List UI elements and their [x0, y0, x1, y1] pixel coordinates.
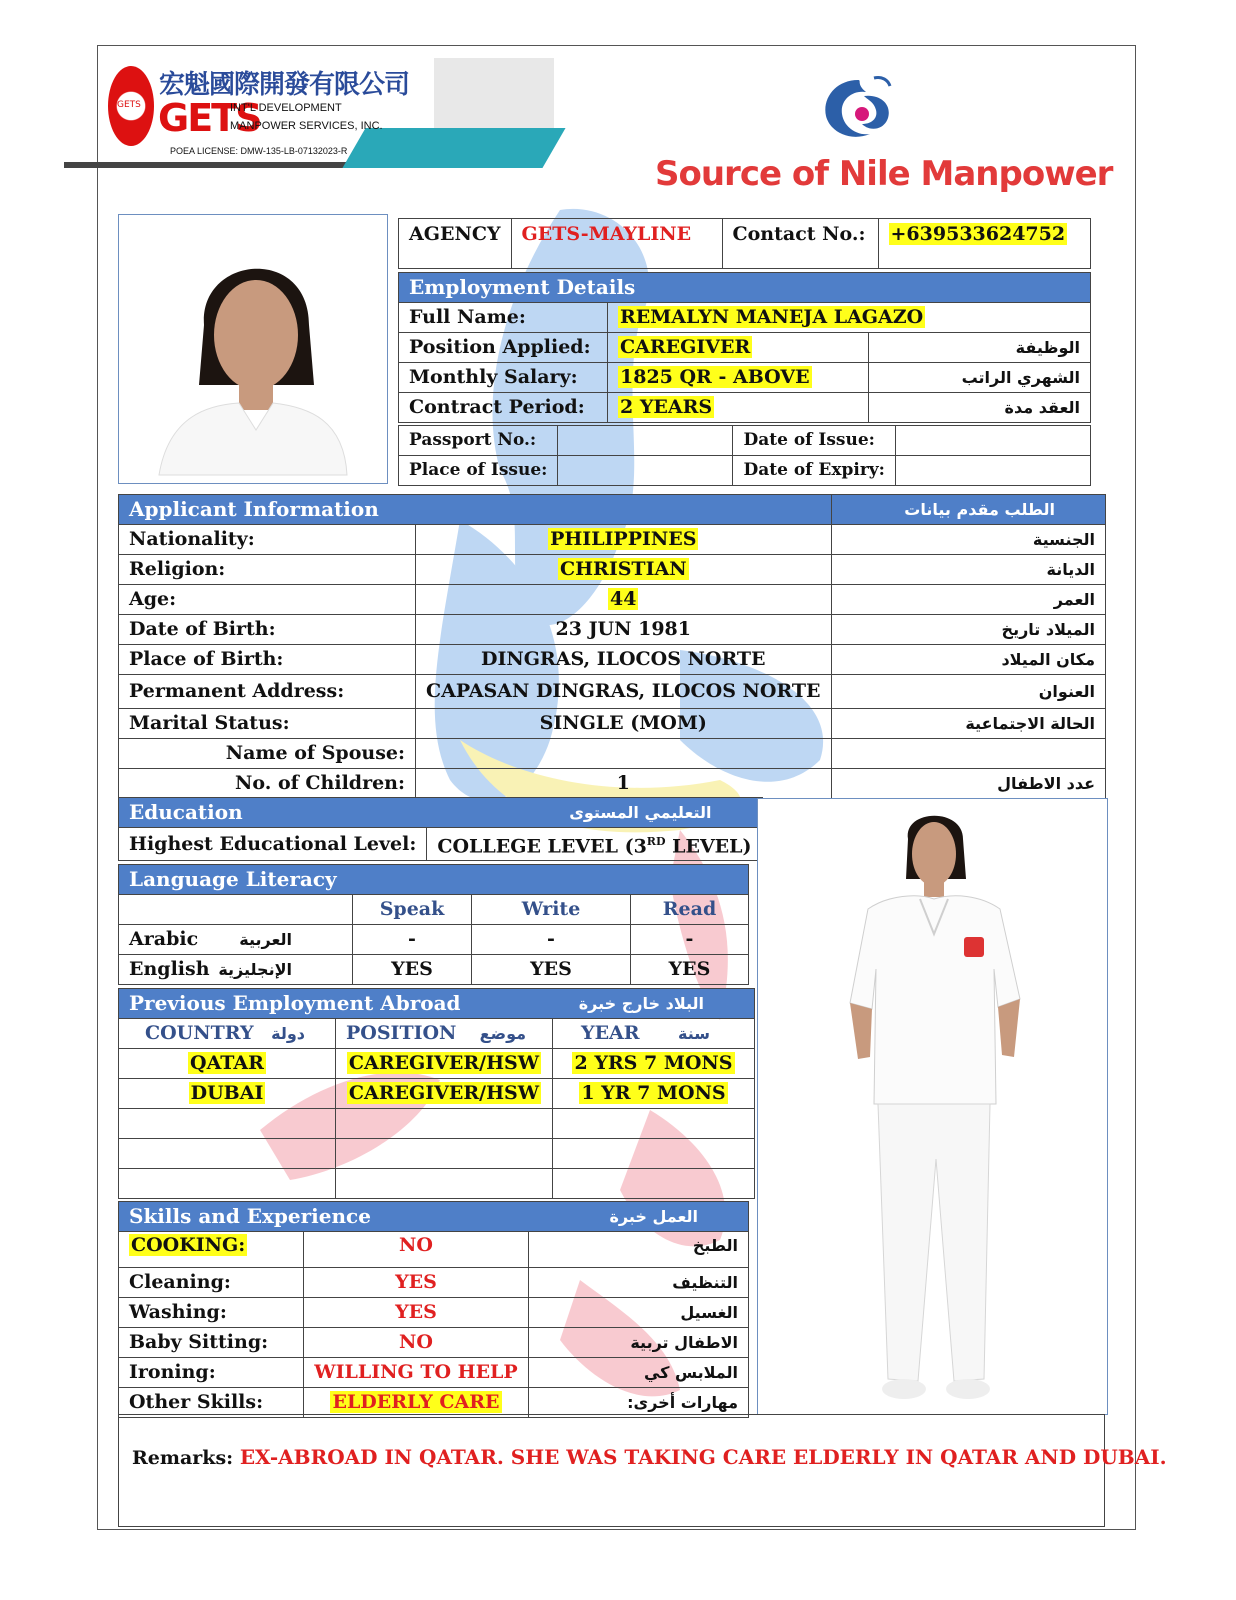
skill-label: Washing:	[119, 1298, 304, 1328]
remarks-box	[118, 1414, 1167, 1527]
gets-logo-inner-text: GETS	[117, 100, 141, 110]
skill-label-ar: الطبخ	[529, 1232, 749, 1268]
education-table	[118, 797, 763, 861]
issue-date-label: Date of Issue:	[733, 426, 895, 456]
skills-header-ar: العمل خبرة	[529, 1202, 749, 1232]
applicant-label: Name of Spouse:	[119, 739, 416, 769]
contract-value: 2 YEARS	[608, 393, 869, 423]
skill-row	[119, 1268, 749, 1298]
agency-value: GETS-MAYLINE	[511, 219, 722, 269]
previous-row	[119, 1079, 755, 1109]
applicant-value: DINGRAS, ILOCOS NORTE	[416, 645, 832, 675]
position-value: CAREGIVER	[608, 333, 869, 363]
previous-row-empty	[119, 1169, 755, 1199]
applicant-row	[119, 585, 1106, 615]
education-value: COLLEGE LEVEL (3RD LEVEL)	[427, 828, 762, 861]
employment-header: Employment Details	[399, 273, 1091, 303]
skill-label: Baby Sitting:	[119, 1328, 304, 1358]
applicant-label: Religion:	[119, 555, 416, 585]
expiry-value	[895, 456, 1090, 486]
language-empty-header	[119, 895, 353, 925]
skill-value: YES	[304, 1268, 529, 1298]
skill-row	[119, 1328, 749, 1358]
language-table	[118, 864, 749, 985]
applicant-header: Applicant Information	[119, 495, 832, 525]
contract-ar: العقد مدة	[869, 393, 1091, 423]
applicant-label-ar: الجنسية	[831, 525, 1105, 555]
applicant-label-ar	[831, 739, 1105, 769]
applicant-full-body-photo	[757, 798, 1108, 1415]
education-header-ar: التعليمي المستوى	[427, 798, 762, 828]
language-row	[119, 955, 749, 985]
contract-label: Contract Period:	[399, 393, 608, 423]
language-read: -	[631, 925, 749, 955]
applicant-label-ar: العنوان	[831, 675, 1105, 709]
language-write: YES	[472, 955, 631, 985]
applicant-label: Age:	[119, 585, 416, 615]
applicant-row	[119, 645, 1106, 675]
skill-row	[119, 1358, 749, 1388]
skill-row	[119, 1298, 749, 1328]
nile-logo-icon	[818, 74, 902, 148]
previous-year: 1 YR 7 MONS	[553, 1079, 755, 1109]
applicant-row	[119, 769, 1106, 799]
skill-label-ar: الملابس كي	[529, 1358, 749, 1388]
skill-value: YES	[304, 1298, 529, 1328]
education-label: Highest Educational Level:	[119, 828, 427, 861]
applicant-label-ar: العمر	[831, 585, 1105, 615]
language-write: -	[472, 925, 631, 955]
gets-subtitle-2: MANPOWER SERVICES, INC.	[230, 120, 383, 132]
applicant-label: Nationality:	[119, 525, 416, 555]
skill-value: ELDERLY CARE	[304, 1388, 529, 1418]
salary-value: 1825 QR - ABOVE	[608, 363, 869, 393]
language-read-header: Read	[631, 895, 749, 925]
previous-position: CAREGIVER/HSW	[336, 1079, 553, 1109]
gets-license: POEA LICENSE: DMW-135-LB-07132023-R	[170, 146, 348, 156]
skill-value: WILLING TO HELP	[304, 1358, 529, 1388]
agency-table	[398, 218, 1091, 269]
education-header: Education	[119, 798, 427, 828]
skills-table	[118, 1201, 749, 1418]
remarks-value: EX-ABROAD IN QATAR. SHE WAS TAKING CARE ELDERLY IN QATAR AND DUBAI.	[239, 1445, 1167, 1469]
skill-label: Other Skills:	[119, 1388, 304, 1418]
applicant-label: Date of Birth:	[119, 615, 416, 645]
applicant-label-ar: عدد الاطفال	[831, 769, 1105, 799]
skill-label-ar: الغسيل	[529, 1298, 749, 1328]
skill-row	[119, 1388, 749, 1418]
skill-label: COOKING:	[119, 1232, 304, 1268]
applicant-table	[118, 494, 1106, 799]
previous-country: DUBAI	[119, 1079, 336, 1109]
language-speak: YES	[353, 955, 472, 985]
applicant-label: Marital Status:	[119, 709, 416, 739]
applicant-label-ar: الديانة	[831, 555, 1105, 585]
full-name-label: Full Name:	[399, 303, 608, 333]
applicant-label: Permanent Address:	[119, 675, 416, 709]
previous-country: QATAR	[119, 1049, 336, 1079]
language-speak-header: Speak	[353, 895, 472, 925]
language-speak: -	[353, 925, 472, 955]
applicant-row	[119, 709, 1106, 739]
applicant-value: SINGLE (MOM)	[416, 709, 832, 739]
previous-row-empty	[119, 1139, 755, 1169]
previous-header: Previous Employment Abroad	[119, 989, 553, 1019]
previous-header-ar: البلاد خارج خبرة	[553, 989, 755, 1019]
applicant-label: No. of Children:	[119, 769, 416, 799]
position-label: Position Applied:	[399, 333, 608, 363]
contact-value: +639533624752	[878, 219, 1090, 269]
applicant-row	[119, 739, 1106, 769]
applicant-value: 23 JUN 1981	[416, 615, 832, 645]
previous-employment-table	[118, 988, 755, 1199]
applicant-label-ar: الميلاد تاريخ	[831, 615, 1105, 645]
applicant-row	[119, 615, 1106, 645]
language-write-header: Write	[472, 895, 631, 925]
employment-table	[398, 272, 1091, 423]
full-name-value: REMALYN MANEJA LAGAZO	[608, 303, 1091, 333]
applicant-row	[119, 555, 1106, 585]
salary-ar: الشهري الراتب	[869, 363, 1091, 393]
skill-value: NO	[304, 1232, 529, 1268]
language-name: Arabic العربية	[119, 925, 353, 955]
position-header: POSITION موضع	[336, 1019, 553, 1049]
skill-label-ar: الاطفال تربية	[529, 1328, 749, 1358]
contact-label: Contact No.:	[722, 219, 878, 269]
applicant-headshot	[118, 214, 388, 484]
applicant-value: PHILIPPINES	[416, 525, 832, 555]
previous-row	[119, 1049, 755, 1079]
skill-label: Ironing:	[119, 1358, 304, 1388]
applicant-value: 44	[416, 585, 832, 615]
applicant-label-ar: مكان الميلاد	[831, 645, 1105, 675]
applicant-value	[416, 739, 832, 769]
remarks-label: Remarks:	[132, 1447, 234, 1469]
agency-label: AGENCY	[399, 219, 512, 269]
skills-header: Skills and Experience	[119, 1202, 529, 1232]
gets-subtitle-1: INT'L DEVELOPMENT	[230, 102, 342, 114]
language-row	[119, 925, 749, 955]
passport-table	[398, 425, 1091, 486]
applicant-header-ar: الطلب مقدم بيانات	[831, 495, 1105, 525]
expiry-label: Date of Expiry:	[733, 456, 895, 486]
issue-date-value	[895, 426, 1090, 456]
passport-value	[558, 426, 733, 456]
skill-label: Cleaning:	[119, 1268, 304, 1298]
language-read: YES	[631, 955, 749, 985]
skill-row	[119, 1232, 749, 1268]
skill-label-ar: التنظيف	[529, 1268, 749, 1298]
applicant-value: 1	[416, 769, 832, 799]
year-header: YEAR سنة	[553, 1019, 755, 1049]
applicant-label-ar: الحالة الاجتماعية	[831, 709, 1105, 739]
salary-label: Monthly Salary:	[399, 363, 608, 393]
gets-logo-block	[64, 58, 554, 198]
gets-round-logo	[108, 66, 154, 146]
applicant-value: CHRISTIAN	[416, 555, 832, 585]
gets-name: GETS	[158, 96, 261, 140]
skill-label-ar: مهارات أخرى:	[529, 1388, 749, 1418]
skill-value: NO	[304, 1328, 529, 1358]
passport-label: Passport No.:	[399, 426, 558, 456]
applicant-value: CAPASAN DINGRAS, ILOCOS NORTE	[416, 675, 832, 709]
applicant-row	[119, 525, 1106, 555]
gets-chinese-name: 宏魁國際開發有限公司	[159, 70, 410, 100]
nile-company-name: Source of Nile Manpower	[655, 154, 1113, 194]
language-name: English الإنجليزية	[119, 955, 353, 985]
applicant-label: Place of Birth:	[119, 645, 416, 675]
previous-row-empty	[119, 1109, 755, 1139]
previous-position: CAREGIVER/HSW	[336, 1049, 553, 1079]
applicant-row	[119, 675, 1106, 709]
position-ar: الوظيفة	[869, 333, 1091, 363]
place-issue-value	[558, 456, 733, 486]
place-issue-label: Place of Issue:	[399, 456, 558, 486]
country-header: COUNTRY دولة	[119, 1019, 336, 1049]
previous-year: 2 YRS 7 MONS	[553, 1049, 755, 1079]
language-header: Language Literacy	[119, 865, 749, 895]
